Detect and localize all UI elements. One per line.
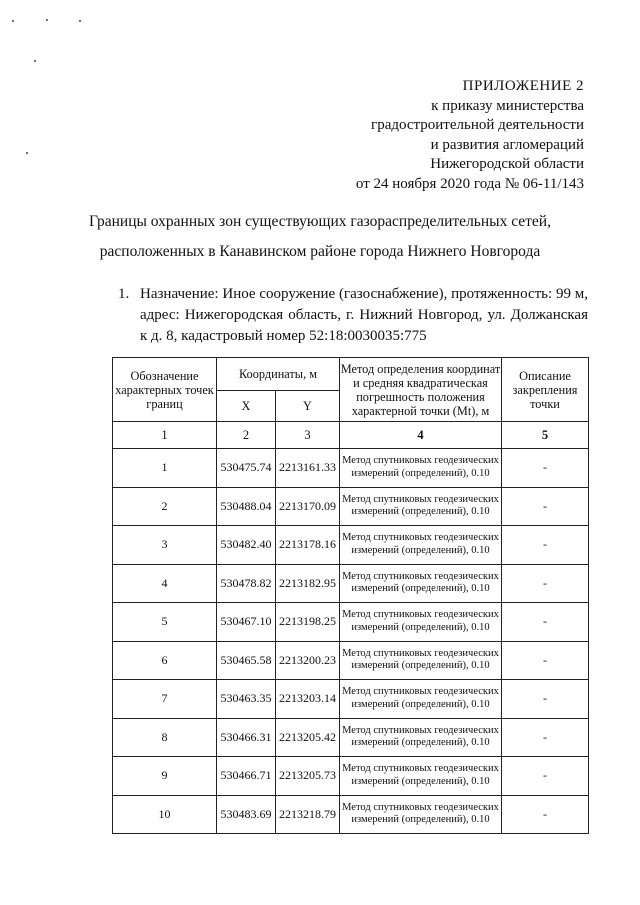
method-cell: Метод спутниковых геодезических измерений (определений), 0.10 bbox=[340, 487, 502, 526]
point-cell: 6 bbox=[113, 641, 217, 680]
appendix-line: и развития агломераций bbox=[430, 136, 584, 153]
table-row bbox=[113, 795, 589, 834]
appendix-order-date: от 24 ноября 2020 года № 06-11/143 bbox=[355, 175, 584, 192]
header-description: Описание закрепления точки bbox=[502, 358, 589, 422]
description-cell: - bbox=[502, 757, 589, 796]
table-row bbox=[113, 680, 589, 719]
column-number: 5 bbox=[502, 422, 589, 449]
table-row bbox=[113, 718, 589, 757]
appendix-title: ПРИЛОЖЕНИЕ 2 bbox=[462, 78, 584, 94]
x-cell: 530465.58 bbox=[217, 641, 276, 680]
method-cell: Метод спутниковых геодезических измерений (определений), 0.10 bbox=[340, 718, 502, 757]
y-cell: 2213182.95 bbox=[276, 564, 340, 603]
header-coordinates: Координаты, м bbox=[217, 358, 340, 391]
description-cell: - bbox=[502, 603, 589, 642]
scan-speck bbox=[34, 60, 36, 62]
document-title-line-2: расположенных в Канавинском районе города Нижнего Новгорода bbox=[99, 243, 541, 260]
x-cell: 530478.82 bbox=[217, 564, 276, 603]
scan-speck bbox=[26, 152, 28, 154]
column-number: 2 bbox=[217, 422, 276, 449]
table-row bbox=[113, 449, 589, 488]
description-cell: - bbox=[502, 680, 589, 719]
description-cell: - bbox=[502, 641, 589, 680]
method-cell: Метод спутниковых геодезических измерений (определений), 0.10 bbox=[340, 680, 502, 719]
point-cell: 4 bbox=[113, 564, 217, 603]
method-cell: Метод спутниковых геодезических измерений (определений), 0.10 bbox=[340, 603, 502, 642]
description-cell: - bbox=[502, 449, 589, 488]
x-cell: 530467.10 bbox=[217, 603, 276, 642]
y-cell: 2213161.33 bbox=[276, 449, 340, 488]
table-row bbox=[113, 757, 589, 796]
x-cell: 530466.71 bbox=[217, 757, 276, 796]
table-row bbox=[113, 526, 589, 565]
x-cell: 530475.74 bbox=[217, 449, 276, 488]
y-cell: 2213203.14 bbox=[276, 680, 340, 719]
x-cell: 530483.69 bbox=[217, 795, 276, 834]
y-cell: 2213198.25 bbox=[276, 603, 340, 642]
list-item-text: Назначение: Иное сооружение (газоснабжение), протяженность: 99 м, адрес: Нижегородская область, г. Нижний Новгород, ул. Должанская к д. 8, кадастровый номер 52:18:0030035:775 bbox=[140, 286, 588, 344]
point-cell: 8 bbox=[113, 718, 217, 757]
description-cell: - bbox=[502, 795, 589, 834]
description-cell: - bbox=[502, 487, 589, 526]
list-item-number: 1. bbox=[118, 286, 130, 302]
column-number: 1 bbox=[113, 422, 217, 449]
y-cell: 2213218.79 bbox=[276, 795, 340, 834]
y-cell: 2213178.16 bbox=[276, 526, 340, 565]
x-cell: 530463.35 bbox=[217, 680, 276, 719]
appendix-line: Нижегородской области bbox=[430, 156, 584, 172]
method-cell: Метод спутниковых геодезических измерений (определений), 0.10 bbox=[340, 795, 502, 834]
x-cell: 530482.40 bbox=[217, 526, 276, 565]
description-cell: - bbox=[502, 564, 589, 603]
method-cell: Метод спутниковых геодезических измерений (определений), 0.10 bbox=[340, 564, 502, 603]
header-x: X bbox=[217, 391, 276, 422]
document-title-line-1: Границы охранных зон существующих газораспределительных сетей, bbox=[89, 213, 551, 230]
column-number: 3 bbox=[276, 422, 340, 449]
point-cell: 1 bbox=[113, 449, 217, 488]
y-cell: 2213205.73 bbox=[276, 757, 340, 796]
scan-speck bbox=[79, 20, 81, 22]
method-cell: Метод спутниковых геодезических измерений (определений), 0.10 bbox=[340, 449, 502, 488]
table-row bbox=[113, 487, 589, 526]
list-item bbox=[118, 284, 588, 347]
description-cell: - bbox=[502, 526, 589, 565]
method-cell: Метод спутниковых геодезических измерений (определений), 0.10 bbox=[340, 526, 502, 565]
point-cell: 9 bbox=[113, 757, 217, 796]
method-cell: Метод спутниковых геодезических измерений (определений), 0.10 bbox=[340, 641, 502, 680]
column-number-row bbox=[113, 422, 589, 449]
point-cell: 7 bbox=[113, 680, 217, 719]
y-cell: 2213170.09 bbox=[276, 487, 340, 526]
coordinates-table bbox=[112, 357, 589, 834]
y-cell: 2213200.23 bbox=[276, 641, 340, 680]
column-number: 4 bbox=[340, 422, 502, 449]
point-cell: 2 bbox=[113, 487, 217, 526]
scan-speck bbox=[46, 19, 48, 21]
method-cell: Метод спутниковых геодезических измерений (определений), 0.10 bbox=[340, 757, 502, 796]
header-designation: Обозначение характерных точек границ bbox=[113, 358, 217, 422]
table-row bbox=[113, 564, 589, 603]
appendix-header bbox=[356, 77, 584, 194]
point-cell: 5 bbox=[113, 603, 217, 642]
y-cell: 2213205.42 bbox=[276, 718, 340, 757]
header-method: Метод определения координат и средняя квадратическая погрешность положения характерной точки (Mt), м bbox=[340, 358, 502, 422]
x-cell: 530488.04 bbox=[217, 487, 276, 526]
point-cell: 10 bbox=[113, 795, 217, 834]
appendix-line: градостроительной деятельности bbox=[371, 117, 584, 133]
description-cell: - bbox=[502, 718, 589, 757]
appendix-line: к приказу министерства bbox=[431, 97, 584, 114]
header-y: Y bbox=[276, 391, 340, 422]
scan-speck bbox=[12, 20, 14, 22]
x-cell: 530466.31 bbox=[217, 718, 276, 757]
table-row bbox=[113, 641, 589, 680]
table-row bbox=[113, 603, 589, 642]
point-cell: 3 bbox=[113, 526, 217, 565]
